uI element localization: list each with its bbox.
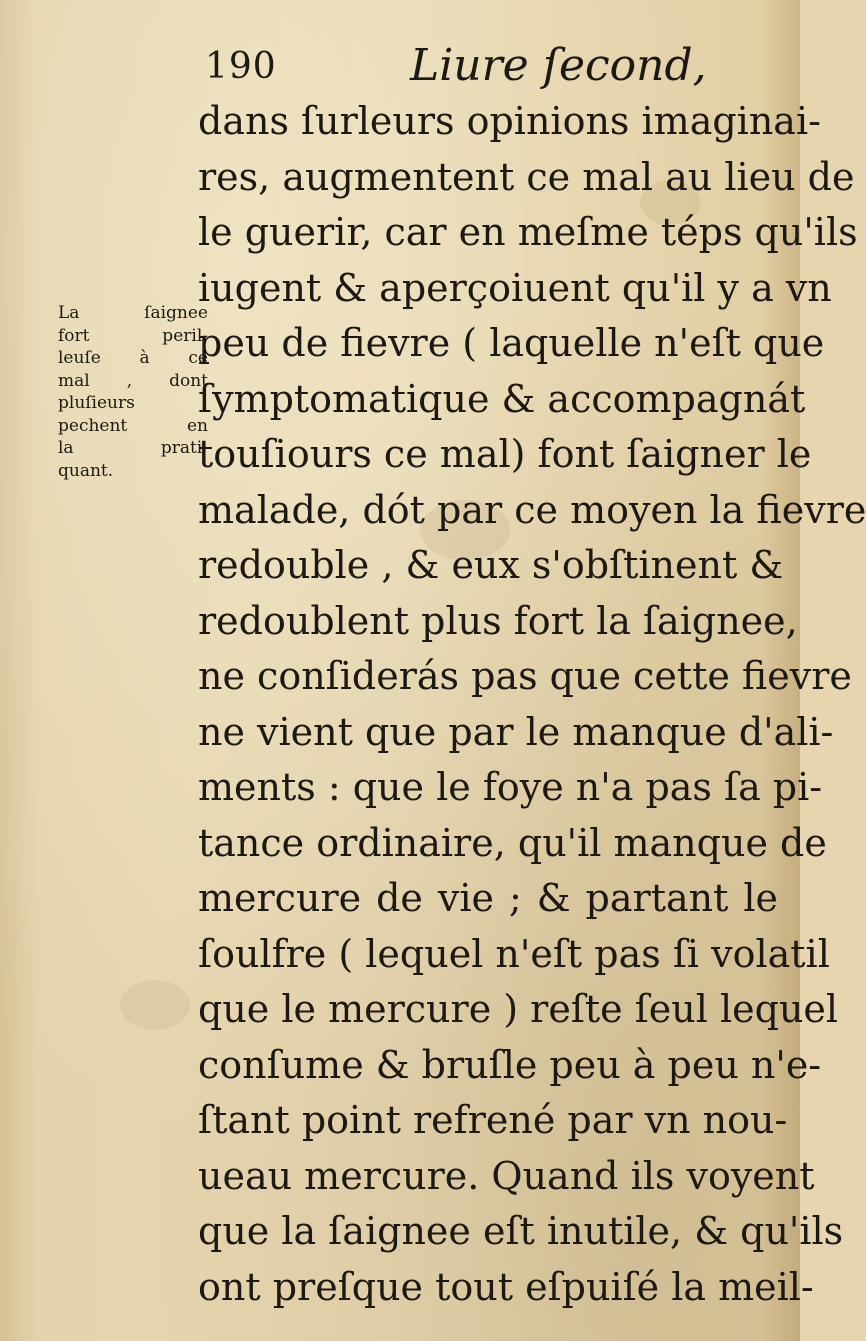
text-line: ne vient que par le manque d'ali- (198, 709, 834, 754)
text-line: iugent & aperçoiuent qu'il y a vn (198, 265, 832, 310)
text-line: ne conſiderás pas que cette fievre (198, 654, 852, 698)
text-line: peu de fievre ( laquelle n'eſt que (198, 321, 825, 365)
text-line: que la ſaignee eſt inutile, & qu'ils (198, 1209, 844, 1253)
margin-note-line: la prati- (58, 438, 208, 458)
text-line: ſymptomatique & accompagnát (198, 376, 806, 421)
text-line: que le mercure ) reſte ſeul lequel (198, 987, 839, 1031)
margin-note-line: pluſieurs (58, 393, 135, 413)
text-line: ments : que le foye n'a pas ſa pi- (198, 765, 823, 809)
text-line: ſoulfre ( lequel n'eſt pas ſi volatil (198, 931, 830, 976)
body-text (198, 94, 866, 1315)
text-line: conſume & bruſle peu à peu n'e- (198, 1042, 822, 1087)
text-line: ueau mercure. Quand ils voyent (198, 1153, 815, 1198)
text-line: dans ſurleurs opinions imaginai- (198, 99, 821, 143)
text-line: malade, dót par ce moyen la fievre (198, 487, 866, 532)
text-line: redoublent plus fort la ſaignee, (198, 598, 798, 643)
margin-note-line: mal , dont (58, 370, 208, 391)
margin-note (58, 302, 208, 482)
margin-note-line: quant. (58, 460, 114, 481)
paper-stain (120, 980, 190, 1030)
text-line: le guerir, car en meſme téps qu'ils (198, 210, 858, 254)
text-line: ſtant point refrené par vn nou- (198, 1098, 788, 1142)
text-line: redouble , & eux s'obſtinent & (198, 543, 784, 587)
text-line: tance ordinaire, qu'il manque de (198, 820, 827, 865)
margin-note-line: pechent en (58, 415, 208, 436)
page-header (205, 40, 765, 100)
margin-note-line: La ſaignee (58, 303, 208, 323)
text-line: touſiours ce mal) font ſaigner le (198, 432, 812, 476)
text-line: ont preſque tout eſpuiſé la meil- (198, 1264, 814, 1309)
margin-note-line: fort peril- (58, 325, 208, 346)
margin-note-line: leuſe à ce (58, 348, 208, 368)
running-head: Liure ſecond, (410, 40, 707, 91)
text-line: res, augmentent ce mal au lieu de (198, 154, 855, 199)
page-number: 190 (205, 46, 277, 87)
text-line: mercure de vie ; & partant le (198, 876, 778, 920)
